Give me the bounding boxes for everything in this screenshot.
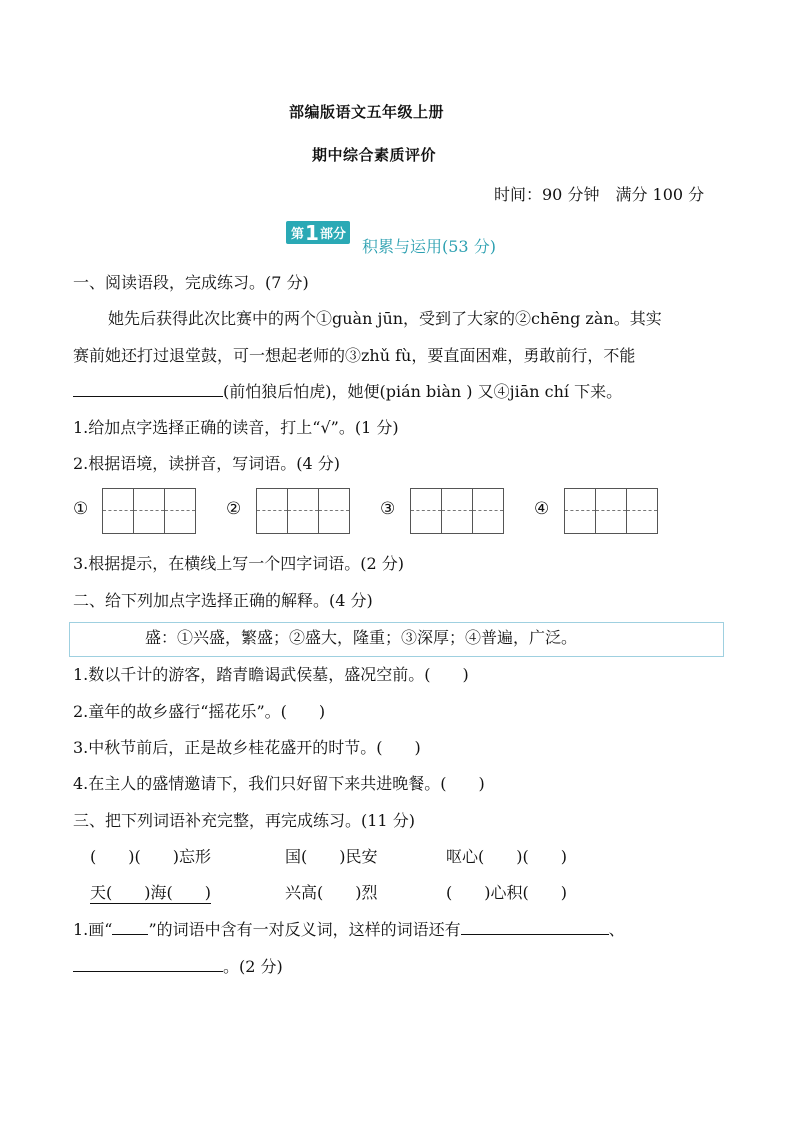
writing-grid-1[interactable]: [102, 488, 196, 534]
grid-label-3: ③: [380, 499, 396, 519]
answer-blank[interactable]: [73, 382, 223, 397]
paragraph-line-3-text: (前怕狼后怕虎)，她便(pián biàn ) 又④jiān chí 下来。: [223, 382, 623, 401]
badge-prefix: 第: [291, 227, 305, 242]
section2-item-1: 1.数以千计的游客，踏青瞻谒武侯墓，盛况空前。( ): [73, 665, 469, 684]
paragraph-line-2: 赛前她还打过退堂鼓，可一想起老师的③zhǔ fù，要直面困难，勇敢前行，不能: [73, 346, 636, 365]
idiom-6: ( )心积( ): [446, 883, 567, 902]
paragraph-line-1: 她先后获得此次比赛中的两个①guàn jūn，受到了大家的②chēng zàn。其实: [108, 309, 662, 328]
badge-number: 1: [305, 221, 319, 245]
section3-heading: 三、把下列词语补充完整，再完成练习。(11 分): [73, 811, 415, 830]
part-heading: [286, 221, 350, 244]
section2-item-4: 4.在主人的盛情邀请下，我们只好留下来共进晚餐。( ): [73, 774, 485, 793]
grid-cell[interactable]: [103, 489, 134, 533]
grid-cell[interactable]: [565, 489, 596, 533]
part-title: 积累与运用(53 分): [362, 237, 496, 256]
badge-suffix: 部分: [319, 227, 346, 242]
document-title: 部编版语文五年级上册: [289, 103, 445, 121]
grid-cell[interactable]: [596, 489, 627, 533]
q3-1-separator: 、: [608, 920, 625, 939]
grid-label-1: ①: [73, 499, 89, 519]
section1-heading: 一、阅读语段，完成练习。(7 分): [73, 273, 309, 292]
section2-heading: 二、给下列加点字选择正确的解释。(4 分): [73, 591, 373, 610]
grid-cell[interactable]: [134, 489, 165, 533]
answer-blank[interactable]: [461, 920, 609, 935]
paragraph-line-3: [73, 379, 622, 402]
q3-1-end: 。(2 分): [223, 957, 283, 976]
underline-sample: [112, 920, 148, 935]
grid-cell[interactable]: [288, 489, 319, 533]
part-badge: [286, 221, 350, 244]
grid-cell[interactable]: [319, 489, 349, 533]
grid-label-4: ④: [534, 499, 550, 519]
time-info: 时间：90 分钟 满分 100 分: [494, 185, 705, 204]
writing-grid-4[interactable]: [564, 488, 658, 534]
section2-item-2: 2.童年的故乡盛行“摇花乐”。( ): [73, 702, 326, 721]
idiom-3: 呕心( )( ): [446, 847, 567, 866]
document-subtitle: 期中综合素质评价: [312, 146, 437, 164]
grid-cell[interactable]: [473, 489, 503, 533]
idiom-5: 兴高( )烈: [285, 883, 378, 902]
grid-cell[interactable]: [165, 489, 195, 533]
grid-cell[interactable]: [442, 489, 473, 533]
grid-label-2: ②: [226, 499, 242, 519]
section2-item-3: 3.中秋节前后，正是故乡桂花盛开的时节。( ): [73, 738, 421, 757]
question-1-3: 3.根据提示，在横线上写一个四字词语。(2 分): [73, 554, 405, 573]
q3-1-text-b: ”的词语中含有一对反义词，这样的词语还有: [148, 920, 461, 939]
writing-grid-3[interactable]: [410, 488, 504, 534]
question-3-1-cont: [73, 954, 283, 977]
question-1-2: 2.根据语境，读拼音，写词语。(4 分): [73, 454, 341, 473]
answer-blank[interactable]: [73, 957, 223, 972]
idiom-1: ( )( )忘形: [90, 847, 211, 866]
idiom-4-underlined: 天( )海( ): [90, 880, 211, 904]
idiom-2: 国( )民安: [285, 847, 378, 866]
grid-cell[interactable]: [257, 489, 288, 533]
grid-cell[interactable]: [411, 489, 442, 533]
grid-cell[interactable]: [627, 489, 657, 533]
question-1-1: 1.给加点字选择正确的读音，打上“√”。(1 分): [73, 418, 399, 437]
definition-text: 盛：①兴盛，繁盛；②盛大，隆重；③深厚；④普遍，广泛。: [145, 628, 578, 647]
writing-grid-2[interactable]: [256, 488, 350, 534]
q3-1-text-a: 1.画“: [73, 920, 113, 939]
question-3-1: [73, 917, 625, 940]
